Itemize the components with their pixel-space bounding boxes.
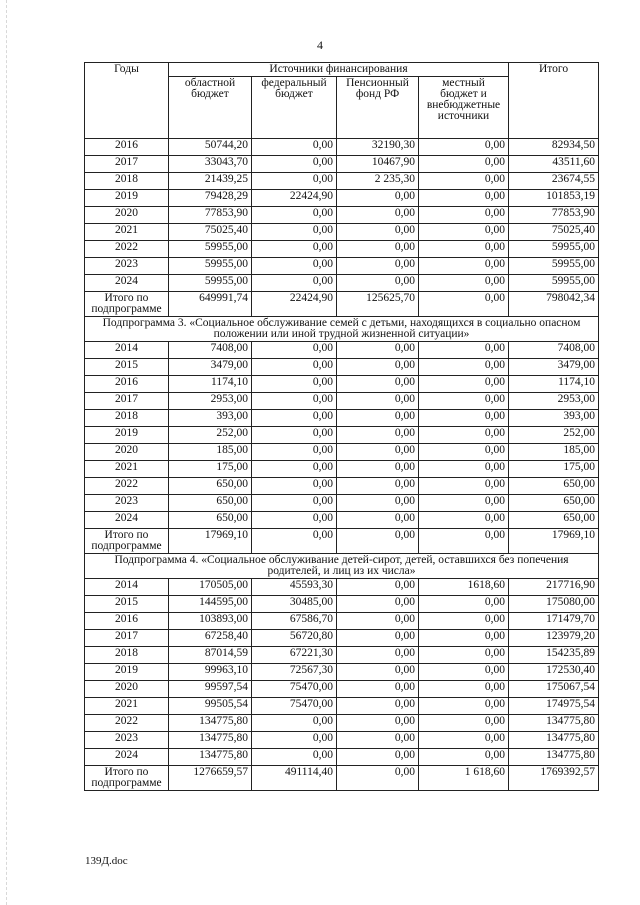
table-row xyxy=(85,512,599,529)
amount-cell: 0,00 xyxy=(252,224,337,241)
year-cell: 2022 xyxy=(85,241,169,258)
year-cell: 2019 xyxy=(85,190,169,207)
table-row xyxy=(85,715,599,732)
amount-cell: 0,00 xyxy=(419,613,509,630)
amount-cell: 393,00 xyxy=(169,410,252,427)
amount-cell: 0,00 xyxy=(337,275,419,292)
amount-cell: 1174,10 xyxy=(509,376,599,393)
amount-cell: 0,00 xyxy=(419,749,509,766)
amount-cell: 75025,40 xyxy=(169,224,252,241)
amount-cell: 0,00 xyxy=(419,596,509,613)
amount-cell: 134775,80 xyxy=(509,715,599,732)
year-cell: 2021 xyxy=(85,461,169,478)
year-cell: 2015 xyxy=(85,596,169,613)
amount-cell: 252,00 xyxy=(169,427,252,444)
year-cell: 2017 xyxy=(85,156,169,173)
amount-cell: 0,00 xyxy=(337,749,419,766)
year-cell: 2024 xyxy=(85,749,169,766)
total-amount-cell: 0,00 xyxy=(252,529,337,554)
amount-cell: 0,00 xyxy=(337,613,419,630)
amount-cell: 0,00 xyxy=(252,275,337,292)
table-row xyxy=(85,410,599,427)
amount-cell: 0,00 xyxy=(337,427,419,444)
year-cell: 2021 xyxy=(85,698,169,715)
amount-cell: 2 235,30 xyxy=(337,173,419,190)
total-amount-cell: 17969,10 xyxy=(509,529,599,554)
table-row xyxy=(85,681,599,698)
table-row xyxy=(85,258,599,275)
table-body xyxy=(85,139,599,791)
amount-cell: 0,00 xyxy=(419,698,509,715)
amount-cell: 75470,00 xyxy=(252,681,337,698)
amount-cell: 0,00 xyxy=(419,647,509,664)
amount-cell: 67258,40 xyxy=(169,630,252,647)
amount-cell: 0,00 xyxy=(252,715,337,732)
amount-cell: 0,00 xyxy=(419,512,509,529)
total-amount-cell: 0,00 xyxy=(419,529,509,554)
table-row xyxy=(85,342,599,359)
year-cell: 2014 xyxy=(85,579,169,596)
amount-cell: 0,00 xyxy=(337,342,419,359)
amount-cell: 99597,54 xyxy=(169,681,252,698)
amount-cell: 0,00 xyxy=(419,139,509,156)
year-cell: 2017 xyxy=(85,393,169,410)
amount-cell: 0,00 xyxy=(337,512,419,529)
amount-cell: 0,00 xyxy=(252,173,337,190)
amount-cell: 0,00 xyxy=(252,732,337,749)
total-amount-cell: 22424,90 xyxy=(252,292,337,317)
amount-cell: 134775,80 xyxy=(169,715,252,732)
amount-cell: 77853,90 xyxy=(509,207,599,224)
amount-cell: 59955,00 xyxy=(169,275,252,292)
amount-cell: 0,00 xyxy=(252,427,337,444)
amount-cell: 171479,70 xyxy=(509,613,599,630)
table-row xyxy=(85,190,599,207)
amount-cell: 0,00 xyxy=(419,376,509,393)
amount-cell: 0,00 xyxy=(252,342,337,359)
amount-cell: 0,00 xyxy=(252,410,337,427)
amount-cell: 0,00 xyxy=(337,207,419,224)
table-row xyxy=(85,275,599,292)
amount-cell: 33043,70 xyxy=(169,156,252,173)
amount-cell: 7408,00 xyxy=(169,342,252,359)
amount-cell: 0,00 xyxy=(252,241,337,258)
subprogram-total-row xyxy=(85,766,599,791)
amount-cell: 21439,25 xyxy=(169,173,252,190)
header-years: Годы xyxy=(85,63,169,139)
amount-cell: 0,00 xyxy=(337,461,419,478)
year-cell: 2016 xyxy=(85,139,169,156)
amount-cell: 0,00 xyxy=(337,359,419,376)
amount-cell: 0,00 xyxy=(337,681,419,698)
year-cell: 2022 xyxy=(85,715,169,732)
subprogram-title: Подпрограмма 4. «Социальное обслуживание детей-сирот, детей, оставшихся без попечения родителей, и лиц из их числа» xyxy=(85,554,599,579)
amount-cell: 0,00 xyxy=(337,664,419,681)
amount-cell: 0,00 xyxy=(419,393,509,410)
amount-cell: 79428,29 xyxy=(169,190,252,207)
year-cell: 2021 xyxy=(85,224,169,241)
total-amount-cell: 0,00 xyxy=(337,529,419,554)
amount-cell: 0,00 xyxy=(337,258,419,275)
amount-cell: 72567,30 xyxy=(252,664,337,681)
subprogram-title-row xyxy=(85,554,599,579)
year-cell: 2020 xyxy=(85,207,169,224)
amount-cell: 0,00 xyxy=(337,224,419,241)
total-amount-cell: 1276659,57 xyxy=(169,766,252,791)
amount-cell: 3479,00 xyxy=(169,359,252,376)
year-cell: 2024 xyxy=(85,275,169,292)
table-row xyxy=(85,647,599,664)
year-cell: 2020 xyxy=(85,444,169,461)
table-row xyxy=(85,376,599,393)
header-sources: Источники финансирования xyxy=(169,63,509,77)
amount-cell: 0,00 xyxy=(252,359,337,376)
amount-cell: 134775,80 xyxy=(509,749,599,766)
amount-cell: 134775,80 xyxy=(169,732,252,749)
year-cell: 2020 xyxy=(85,681,169,698)
header-regional-budget: областной бюджет xyxy=(169,77,252,139)
amount-cell: 0,00 xyxy=(252,258,337,275)
amount-cell: 99963,10 xyxy=(169,664,252,681)
table-row xyxy=(85,579,599,596)
table-row xyxy=(85,444,599,461)
amount-cell: 650,00 xyxy=(169,478,252,495)
year-cell: 2015 xyxy=(85,359,169,376)
amount-cell: 185,00 xyxy=(169,444,252,461)
amount-cell: 59955,00 xyxy=(169,258,252,275)
amount-cell: 0,00 xyxy=(337,630,419,647)
amount-cell: 650,00 xyxy=(509,512,599,529)
table-row xyxy=(85,664,599,681)
amount-cell: 56720,80 xyxy=(252,630,337,647)
amount-cell: 134775,80 xyxy=(169,749,252,766)
amount-cell: 0,00 xyxy=(337,698,419,715)
amount-cell: 0,00 xyxy=(252,444,337,461)
amount-cell: 87014,59 xyxy=(169,647,252,664)
year-cell: 2023 xyxy=(85,258,169,275)
total-amount-cell: 0,00 xyxy=(337,766,419,791)
table-row xyxy=(85,156,599,173)
amount-cell: 0,00 xyxy=(337,190,419,207)
amount-cell: 0,00 xyxy=(337,478,419,495)
amount-cell: 59955,00 xyxy=(509,241,599,258)
amount-cell: 0,00 xyxy=(337,376,419,393)
amount-cell: 185,00 xyxy=(509,444,599,461)
amount-cell: 0,00 xyxy=(252,749,337,766)
amount-cell: 7408,00 xyxy=(509,342,599,359)
amount-cell: 0,00 xyxy=(419,410,509,427)
amount-cell: 1174,10 xyxy=(169,376,252,393)
subprogram-total-row xyxy=(85,292,599,317)
amount-cell: 0,00 xyxy=(252,495,337,512)
amount-cell: 0,00 xyxy=(419,156,509,173)
year-cell: 2018 xyxy=(85,647,169,664)
table-row xyxy=(85,241,599,258)
header-federal-budget: федеральный бюджет xyxy=(252,77,337,139)
table-row xyxy=(85,207,599,224)
total-amount-cell: 798042,34 xyxy=(509,292,599,317)
amount-cell: 0,00 xyxy=(337,393,419,410)
amount-cell: 75470,00 xyxy=(252,698,337,715)
subprogram-total-row xyxy=(85,529,599,554)
year-cell: 2016 xyxy=(85,613,169,630)
amount-cell: 103893,00 xyxy=(169,613,252,630)
amount-cell: 0,00 xyxy=(419,715,509,732)
amount-cell: 59955,00 xyxy=(169,241,252,258)
amount-cell: 0,00 xyxy=(252,139,337,156)
amount-cell: 123979,20 xyxy=(509,630,599,647)
amount-cell: 75025,40 xyxy=(509,224,599,241)
amount-cell: 0,00 xyxy=(419,258,509,275)
year-cell: 2018 xyxy=(85,173,169,190)
amount-cell: 43511,60 xyxy=(509,156,599,173)
amount-cell: 99505,54 xyxy=(169,698,252,715)
amount-cell: 0,00 xyxy=(252,156,337,173)
amount-cell: 0,00 xyxy=(252,478,337,495)
year-cell: 2022 xyxy=(85,478,169,495)
amount-cell: 174975,54 xyxy=(509,698,599,715)
amount-cell: 0,00 xyxy=(252,376,337,393)
amount-cell: 172530,40 xyxy=(509,664,599,681)
table-row xyxy=(85,732,599,749)
table-row xyxy=(85,224,599,241)
table-header xyxy=(85,63,599,139)
header-total: Итого xyxy=(509,63,599,139)
amount-cell: 82934,50 xyxy=(509,139,599,156)
total-label: Итого по подпрограмме xyxy=(85,529,169,554)
amount-cell: 0,00 xyxy=(419,190,509,207)
amount-cell: 67221,30 xyxy=(252,647,337,664)
year-cell: 2023 xyxy=(85,495,169,512)
amount-cell: 0,00 xyxy=(419,681,509,698)
amount-cell: 45593,30 xyxy=(252,579,337,596)
amount-cell: 0,00 xyxy=(419,342,509,359)
year-cell: 2018 xyxy=(85,410,169,427)
amount-cell: 2953,00 xyxy=(509,393,599,410)
amount-cell: 0,00 xyxy=(419,359,509,376)
total-label: Итого по подпрограмме xyxy=(85,292,169,317)
amount-cell: 0,00 xyxy=(337,410,419,427)
amount-cell: 175,00 xyxy=(509,461,599,478)
table-row xyxy=(85,495,599,512)
amount-cell: 3479,00 xyxy=(509,359,599,376)
table-row xyxy=(85,461,599,478)
amount-cell: 0,00 xyxy=(252,207,337,224)
amount-cell: 650,00 xyxy=(169,495,252,512)
table-row xyxy=(85,596,599,613)
amount-cell: 0,00 xyxy=(419,461,509,478)
total-amount-cell: 17969,10 xyxy=(169,529,252,554)
total-amount-cell: 1769392,57 xyxy=(509,766,599,791)
amount-cell: 0,00 xyxy=(419,495,509,512)
table-row xyxy=(85,630,599,647)
amount-cell: 0,00 xyxy=(337,715,419,732)
table-row xyxy=(85,393,599,410)
year-cell: 2024 xyxy=(85,512,169,529)
scan-edge-line xyxy=(6,0,8,905)
amount-cell: 23674,55 xyxy=(509,173,599,190)
footer-filename: 139Д.doc xyxy=(85,855,128,867)
amount-cell: 0,00 xyxy=(419,207,509,224)
year-cell: 2023 xyxy=(85,732,169,749)
subprogram-title-row xyxy=(85,317,599,342)
amount-cell: 0,00 xyxy=(419,275,509,292)
amount-cell: 1618,60 xyxy=(419,579,509,596)
table-row xyxy=(85,613,599,630)
amount-cell: 0,00 xyxy=(419,224,509,241)
year-cell: 2019 xyxy=(85,427,169,444)
amount-cell: 252,00 xyxy=(509,427,599,444)
amount-cell: 30485,00 xyxy=(252,596,337,613)
amount-cell: 217716,90 xyxy=(509,579,599,596)
table-row xyxy=(85,139,599,156)
year-cell: 2014 xyxy=(85,342,169,359)
year-cell: 2016 xyxy=(85,376,169,393)
amount-cell: 175,00 xyxy=(169,461,252,478)
amount-cell: 32190,30 xyxy=(337,139,419,156)
amount-cell: 0,00 xyxy=(337,241,419,258)
amount-cell: 101853,19 xyxy=(509,190,599,207)
amount-cell: 650,00 xyxy=(509,495,599,512)
total-label: Итого по подпрограмме xyxy=(85,766,169,791)
subprogram-title: Подпрограмма 3. «Социальное обслуживание семей с детьми, находящихся в социально опасном положении или иной трудной жизненной ситуации» xyxy=(85,317,599,342)
amount-cell: 0,00 xyxy=(419,478,509,495)
amount-cell: 77853,90 xyxy=(169,207,252,224)
amount-cell: 0,00 xyxy=(419,241,509,258)
amount-cell: 175067,54 xyxy=(509,681,599,698)
page-number: 4 xyxy=(317,38,323,52)
amount-cell: 144595,00 xyxy=(169,596,252,613)
amount-cell: 134775,80 xyxy=(509,732,599,749)
amount-cell: 0,00 xyxy=(252,393,337,410)
total-amount-cell: 649991,74 xyxy=(169,292,252,317)
total-amount-cell: 0,00 xyxy=(419,292,509,317)
amount-cell: 59955,00 xyxy=(509,258,599,275)
table-row xyxy=(85,478,599,495)
amount-cell: 0,00 xyxy=(419,444,509,461)
amount-cell: 0,00 xyxy=(419,732,509,749)
amount-cell: 170505,00 xyxy=(169,579,252,596)
header-local-budget: местный бюджет и внебюджетные источники xyxy=(419,77,509,139)
table-row xyxy=(85,698,599,715)
total-amount-cell: 125625,70 xyxy=(337,292,419,317)
table-row xyxy=(85,173,599,190)
amount-cell: 0,00 xyxy=(419,427,509,444)
amount-cell: 0,00 xyxy=(252,512,337,529)
financing-table xyxy=(84,62,599,791)
amount-cell: 10467,90 xyxy=(337,156,419,173)
amount-cell: 0,00 xyxy=(337,495,419,512)
amount-cell: 393,00 xyxy=(509,410,599,427)
table-row xyxy=(85,749,599,766)
year-cell: 2019 xyxy=(85,664,169,681)
total-amount-cell: 491114,40 xyxy=(252,766,337,791)
amount-cell: 650,00 xyxy=(169,512,252,529)
amount-cell: 59955,00 xyxy=(509,275,599,292)
amount-cell: 650,00 xyxy=(509,478,599,495)
amount-cell: 50744,20 xyxy=(169,139,252,156)
amount-cell: 22424,90 xyxy=(252,190,337,207)
amount-cell: 0,00 xyxy=(419,664,509,681)
amount-cell: 0,00 xyxy=(337,647,419,664)
table-row xyxy=(85,427,599,444)
amount-cell: 154235,89 xyxy=(509,647,599,664)
amount-cell: 0,00 xyxy=(337,596,419,613)
amount-cell: 2953,00 xyxy=(169,393,252,410)
amount-cell: 0,00 xyxy=(337,732,419,749)
amount-cell: 0,00 xyxy=(337,579,419,596)
amount-cell: 0,00 xyxy=(252,461,337,478)
table-row xyxy=(85,359,599,376)
amount-cell: 175080,00 xyxy=(509,596,599,613)
total-amount-cell: 1 618,60 xyxy=(419,766,509,791)
amount-cell: 0,00 xyxy=(337,444,419,461)
amount-cell: 0,00 xyxy=(419,630,509,647)
header-pension-fund: Пенсионный фонд РФ xyxy=(337,77,419,139)
amount-cell: 67586,70 xyxy=(252,613,337,630)
amount-cell: 0,00 xyxy=(419,173,509,190)
year-cell: 2017 xyxy=(85,630,169,647)
